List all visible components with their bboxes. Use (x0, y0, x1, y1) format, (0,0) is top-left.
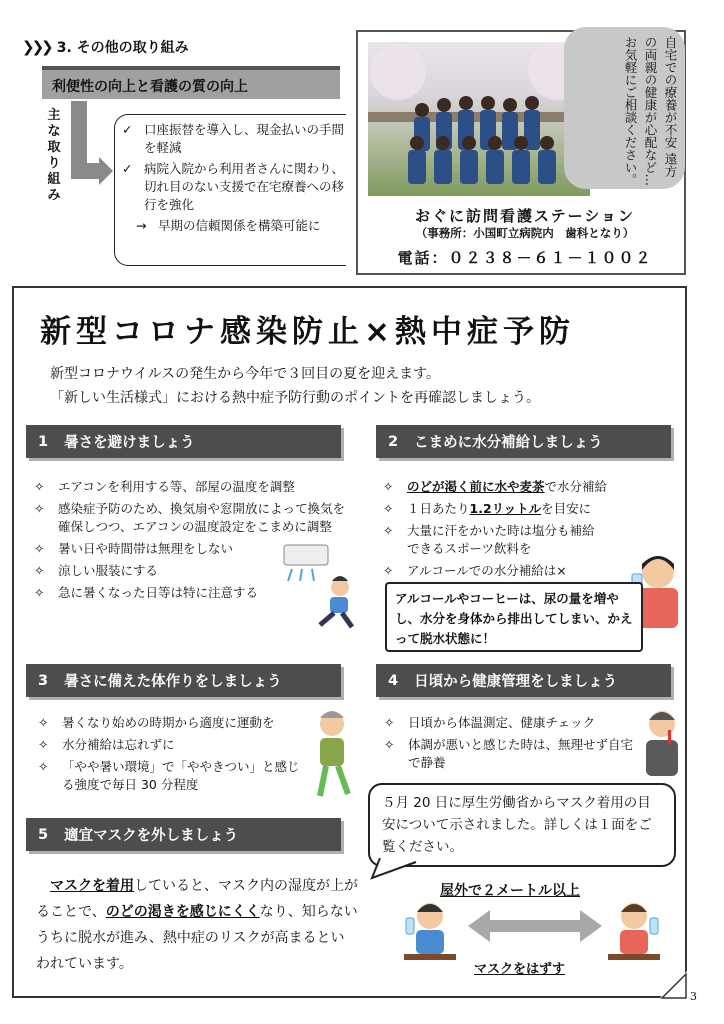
list-item-text: で水分補給 (544, 479, 608, 494)
list-item-text: 涼しい服装にする (58, 563, 159, 578)
sparkle-bullet-icon: ✧ (383, 479, 394, 494)
box5-header (26, 818, 341, 851)
station-phone: 電話：０２３８－６１－１００２ (397, 249, 653, 267)
check-icon: ✓ (122, 122, 133, 137)
box4-title: 日頃から健康管理をしましょう (414, 674, 618, 690)
distance-label: 屋外で２メートル以上 (440, 883, 580, 899)
list-item-text: 大量に汗をかいた時は塩分も補給できるスポーツ飲料を (407, 523, 595, 556)
emphasis-text: のどが渇く前に水や麦茶 (407, 479, 545, 494)
list-item-text: を目安に (541, 501, 592, 516)
list-item (383, 478, 669, 496)
sparkle-bullet-icon: ✧ (384, 737, 395, 752)
double-arrow-icon (468, 910, 602, 942)
arrow-right-icon: → (136, 218, 147, 233)
bubble-text: 自宅での療養が不安 遠方の両親の健康が心配など… お気軽にご相談ください。 (623, 36, 678, 186)
box1-header (26, 425, 341, 458)
list-item (384, 714, 642, 732)
check-icon: ✓ (122, 161, 133, 176)
list-item (34, 500, 352, 536)
emphasis-text: のどの渇きを感じにくく (105, 904, 260, 920)
page-number: 3 (690, 990, 697, 1003)
box1-title: 暑さを避けましょう (64, 435, 195, 451)
list-item-text: 体調が悪いと感じた時は、無理せず自宅で静養 (408, 737, 634, 770)
list-item (34, 478, 352, 496)
box4-header (376, 664, 671, 697)
list-item (122, 217, 347, 235)
list-item (38, 714, 323, 732)
box4-number: 4 (388, 672, 399, 689)
list-item-text: アルコールでの水分補給は× (407, 563, 567, 578)
mask-off-label: マスクをはずす (474, 962, 566, 977)
list-item (38, 736, 323, 754)
body-text: なり、知らないうちに脱水が進み、熱中症のリスクが高まるといわれています。 (36, 904, 358, 972)
station-address: （事務所：小国町立病院内 歯科となり） (415, 226, 635, 240)
box3-list (38, 714, 323, 798)
vertical-label: 主な取り組み (47, 108, 61, 203)
box2-title: こまめに水分補給しましょう (414, 435, 603, 451)
sparkle-bullet-icon: ✧ (34, 563, 45, 578)
box1-number: 1 (38, 433, 49, 450)
person-right-icon (608, 903, 660, 960)
person-left-icon (404, 903, 456, 960)
section3-bar (42, 66, 340, 99)
box2-number: 2 (388, 433, 399, 450)
page-title: 新型コロナ感染防止×熱中症予防 (40, 314, 575, 350)
list-item-text: 急に暑くなった日等は特に注意する (58, 585, 259, 600)
exercising-person-icon (308, 708, 356, 800)
section3-title: 3. その他の取り組み (56, 40, 189, 56)
sparkle-bullet-icon: ✧ (383, 501, 394, 516)
sparkle-bullet-icon: ✧ (34, 541, 45, 556)
list-item-text: 感染症予防のため、換気扇や窓開放によって換気を確保しつつ、エアコンの温度設定をこまめに調整 (58, 501, 346, 534)
box5-body (36, 873, 358, 977)
air-conditioner-person-icon (282, 543, 358, 633)
box5-title: 適宜マスクを外しましょう (64, 828, 239, 844)
list-item-text: 口座振替を導入し、現金払いの手間を軽減 (144, 122, 345, 155)
box3-number: 3 (38, 672, 49, 689)
box4-list (384, 714, 642, 776)
box5-number: 5 (38, 826, 49, 843)
bent-arrow-shaft (71, 163, 101, 179)
sparkle-bullet-icon: ✧ (384, 715, 395, 730)
staff-group-photo-icon (368, 42, 590, 196)
intro-line-2: 「新しい生活様式」における熱中症予防行動のポイントを再確認しましょう。 (50, 390, 540, 406)
list-item-text: 暑くなり始めの時期から適度に運動を (62, 715, 275, 730)
section3-bar-title: 利便性の向上と看護の質の向上 (52, 79, 248, 95)
sparkle-bullet-icon: ✧ (34, 479, 45, 494)
emphasis-text: マスクを着用 (50, 878, 134, 894)
list-item (384, 736, 642, 772)
list-item-text: 病院入院から利用者さんに関わり、切れ目のない支援で在宅療養への移行を強化 (144, 161, 345, 212)
staff-photo (368, 42, 590, 196)
list-item-text: 「やや暑い環境」で「ややきつい」と感じる強度で毎日 30 分程度 (62, 759, 300, 792)
box2-header (376, 425, 671, 458)
sparkle-bullet-icon: ✧ (383, 523, 394, 538)
station-name: おぐに訪問看護ステーション (414, 207, 636, 225)
list-item (383, 500, 669, 518)
sparkle-bullet-icon: ✧ (38, 759, 49, 774)
box3-header (26, 664, 341, 697)
box2-list (383, 478, 669, 584)
sparkle-bullet-icon: ✧ (38, 715, 49, 730)
speech-tail-icon (370, 858, 440, 882)
list-item-text: 日頃から体温測定、健康チェック (408, 715, 596, 730)
list-item (122, 160, 347, 214)
list-item-text: エアコンを利用する等、部屋の温度を調整 (58, 479, 295, 494)
list-item-text: 水分補給は忘れずに (62, 737, 175, 752)
list-item (122, 121, 347, 157)
list-item (383, 562, 669, 580)
alcohol-note: アルコールやコーヒーは、尿の量を増やし、水分を身体から排出してしまい、かえって脱水状態に！ (385, 582, 643, 652)
section3-heading (22, 37, 189, 57)
sparkle-bullet-icon: ✧ (34, 585, 45, 600)
intro-line-1: 新型コロナウイルスの発生から今年で３回目の夏を迎えます。 (50, 366, 441, 382)
chevron-icon: ❯❯❯ (22, 38, 51, 56)
mask-guideline-speech: ５月 20 日に厚生労働省からマスク着用の目安について示されました。詳しくは１面をご覧ください。 (368, 783, 676, 867)
sparkle-bullet-icon: ✧ (38, 737, 49, 752)
list-item (38, 758, 323, 794)
list-item-text: 早期の信頼関係を構築可能に (158, 218, 321, 233)
intro-text (50, 362, 670, 410)
box3-title: 暑さに備えた体作りをしましょう (64, 674, 282, 690)
initiatives-list (122, 121, 347, 238)
sparkle-bullet-icon: ✧ (383, 563, 394, 578)
list-item (383, 522, 669, 558)
list-item-text: 暑い日や時間帯は無理をしない (58, 541, 234, 556)
thermometer-person-icon (638, 706, 684, 780)
body-text: していると、マスク内の湿度が上がることで、 (36, 878, 358, 920)
sparkle-bullet-icon: ✧ (34, 501, 45, 516)
list-item-text: １日あたり (407, 501, 470, 516)
bent-arrow-tip (99, 157, 113, 185)
bent-arrow-icon (71, 101, 87, 171)
emphasis-text: 1.2リットル (469, 501, 542, 516)
